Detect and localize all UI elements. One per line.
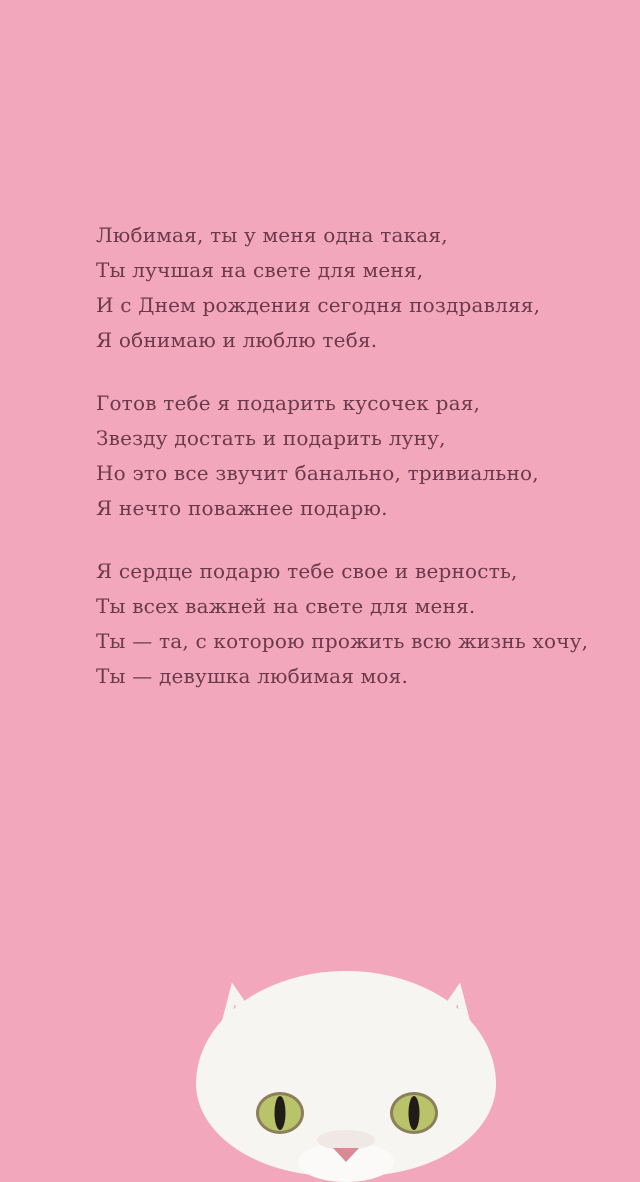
poem-line: И с Днем рождения сегодня поздравляя,: [96, 293, 541, 317]
cat-eye-left-icon: [256, 1092, 304, 1134]
poem-line: Я обнимаю и люблю тебя.: [96, 328, 378, 352]
cat-pupil-right-icon: [409, 1096, 420, 1130]
poem-stanza: [96, 554, 616, 694]
poem-line: Ты — девушка любимая моя.: [96, 664, 409, 688]
poem-line: Я сердце подарю тебе свое и верность,: [96, 559, 518, 583]
poem-line: Звезду достать и подарить луну,: [96, 426, 446, 450]
poem-line: Готов тебе я подарить кусочек рая,: [96, 391, 481, 415]
cat-muzzle-shadow-icon: [317, 1130, 375, 1150]
poem-line: Любимая, ты у меня одна такая,: [96, 223, 448, 247]
cat-nose-icon: [333, 1148, 359, 1162]
cat-pupil-left-icon: [275, 1096, 286, 1130]
poem-stanza: [96, 218, 616, 358]
poem-line: Ты лучшая на свете для меня,: [96, 258, 424, 282]
cat-illustration: [196, 976, 496, 1136]
poem-text-block: [96, 218, 616, 694]
cat-eye-right-icon: [390, 1092, 438, 1134]
poem-line: Ты — та, с которою прожить всю жизнь хочу,: [96, 629, 589, 653]
poem-line: Ты всех важней на свете для меня.: [96, 594, 476, 618]
poem-line: Но это все звучит банально, тривиально,: [96, 461, 539, 485]
poem-stanza: [96, 386, 616, 526]
poem-line: Я нечто поважнее подарю.: [96, 496, 388, 520]
